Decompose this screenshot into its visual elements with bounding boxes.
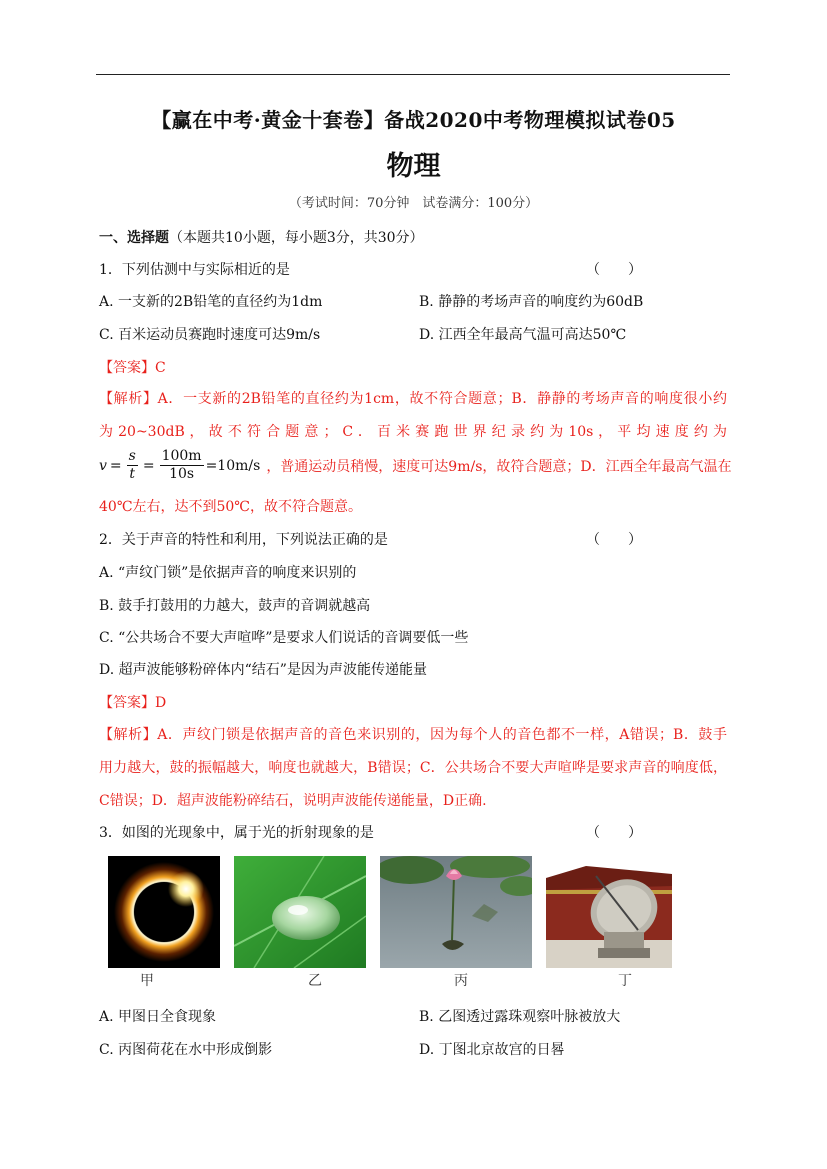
formula-eq1: = [109,457,122,474]
q2-option-a: A. “声纹门锁”是依据声音的响度来识别的 [99,565,357,581]
eclipse-image [108,856,220,968]
q3-stem: 3．如图的光现象中，属于光的折射现象的是 [99,825,374,841]
formula-fraction-values [160,448,204,483]
exam-info: （考试时间：70分钟 试卷满分：100分） [288,196,539,211]
q2-option-b: B. 鼓手打鼓用的力越大，鼓声的音调就越高 [99,598,371,614]
paper-title: 【赢在中考·黄金十套卷】备战2020中考物理模拟试卷05 [151,108,676,132]
q3-option-d: D. 丁图北京故宫的日晷 [419,1042,565,1058]
q1-answer-blank: （ ） [586,262,642,278]
q2-stem: 2．关于声音的特性和利用，下列说法正确的是 [99,532,388,548]
q2-answer-blank: （ ） [586,532,642,548]
formula-denominator: 10s [169,466,195,482]
q1-analysis-line1: 【解析】A．一支新的2B铅笔的直径约为1cm，故不符合题意；B．静静的考场声音的响度很小约 [99,391,727,407]
image-label-ding: 丁 [618,973,632,989]
subject-title: 物理 [386,151,441,182]
q3-option-c: C. 丙图荷花在水中形成倒影 [99,1042,273,1058]
q2-option-c: C. “公共场合不要大声喧哗”是要求人们说话的音调要低一些 [99,630,469,646]
q2-analysis-line1: 【解析】A．声纹门锁是依据声音的音色来识别的，因为每个人的音色都不一样，A错误；B．鼓手 [99,727,727,743]
q2-answer: 【答案】D [99,695,167,711]
header-rule [96,74,730,75]
q3-option-a: A. 甲图日全食现象 [99,1009,217,1025]
section-heading [99,227,424,247]
q1-analysis-line2: 为 20~30dB ， 故 不 符 合 题 意 ； C ． 百 米 赛 跑 世 界 纪 录 约 为 10s ， 平 均 速 度 约 为 [99,424,727,440]
section-note: （本题共10小题，每小题3分，共30分） [169,230,424,246]
q3-option-b: B. 乙图透过露珠观察叶脉被放大 [419,1009,621,1025]
q3-answer-blank: （ ） [586,825,642,841]
dewdrop-image [234,856,366,968]
q2-analysis-line2: 用力越大，鼓的振幅越大，响度也就越大，B错误；C．公共场合不要大声喧哗是要求声音的响度低， [99,760,727,776]
formula-result: =10m/s [205,457,261,474]
q1-option-a: A. 一支新的2B铅笔的直径约为1dm [99,294,323,310]
q2-analysis-line3: C错误；D．超声波能粉碎结石，说明声波能传递能量，D正确. [99,793,487,809]
image-label-jia: 甲 [140,973,154,989]
formula-t: t [129,466,136,482]
image-label-yi: 乙 [308,973,322,989]
image-label-bing: 丙 [454,973,468,989]
q1-analysis-line3-tail: ，普通运动员稍慢，速度可达9m/s，故符合题意；D．江西全年最高气温在 [266,458,732,475]
q1-formula-line [99,448,732,483]
formula-s: s [128,448,136,464]
sundial-image [546,856,672,968]
formula-v: v [99,457,107,474]
q2-option-d: D. 超声波能够粉碎体内“结石”是因为声波能传递能量 [99,662,427,678]
q1-option-b: B. 静静的考场声音的响度约为60dB [419,294,644,310]
section-title: 一、选择题 [99,230,169,246]
q1-analysis-line4: 40℃左右，达不到50℃，故不符合题意。 [99,499,362,515]
q1-answer: 【答案】C [99,360,166,376]
q1-option-c: C. 百米运动员赛跑时速度可达9m/s [99,327,321,343]
q1-option-d: D. 江西全年最高气温可高达50℃ [419,327,627,343]
formula-fraction-st [127,448,138,483]
formula-eq2: = [142,457,155,474]
q1-stem: 1．下列估测中与实际相近的是 [99,262,290,278]
lotus-image [380,856,532,968]
formula-numerator: 100m [161,448,202,464]
